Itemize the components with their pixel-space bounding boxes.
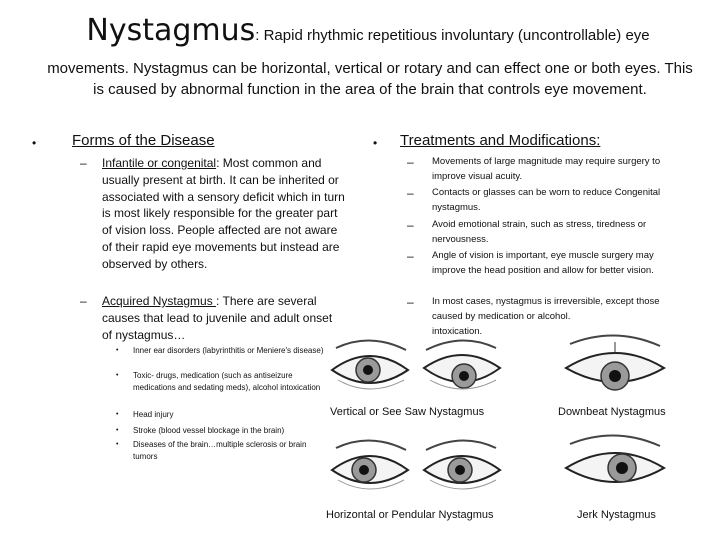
dash-treatment: – <box>407 249 414 263</box>
treatment-item: In most cases, nystagmus is irreversible, except those caused by medication or alcohol. <box>432 296 660 322</box>
title-word: Nystagmus <box>86 13 256 48</box>
infantile-item <box>102 155 350 273</box>
horizontal-left-eye-icon <box>328 436 412 502</box>
acquired-item <box>102 293 338 343</box>
treatments-heading: Treatments and Modifications: <box>400 132 601 149</box>
acquired-text: : There are several causes that lead to juvenile and adult onset of nystagmus… <box>102 294 333 342</box>
caption-downbeat: Downbeat Nystagmus <box>558 406 666 418</box>
dash-treatment: – <box>407 186 414 200</box>
bullet-treatments: • <box>373 136 378 150</box>
dash-treatment: – <box>407 295 414 309</box>
forms-heading: Forms of the Disease <box>72 132 215 149</box>
intro-paragraph: movements. Nystagmus can be horizontal, vertical or rotary and can effect one or both eyes. This is caused by abnormal function in the area of the brain that controls eye movement. <box>47 60 693 98</box>
cause-bullet: • <box>116 411 119 418</box>
treatment-item: Contacts or glasses can be worn to reduce Congenital nystagmus. <box>432 187 661 213</box>
treatment-item: Avoid emotional strain, such as stress, tiredness or nervousness. <box>432 219 647 245</box>
caption-vertical: Vertical or See Saw Nystagmus <box>330 406 485 418</box>
cause-bullet: • <box>116 372 119 379</box>
dash-treatment: – <box>407 155 414 169</box>
cause-item: Stroke (blood vessel blockage in the brain) <box>133 426 285 435</box>
vertical-left-eye-icon <box>328 336 412 402</box>
cause-bullet: • <box>116 347 119 354</box>
bullet-forms: • <box>32 136 37 150</box>
cause-item: Toxic- drugs, medication (such as antiseizure medications and sedating meds), alcohol intoxication <box>133 371 321 392</box>
caption-horizontal: Horizontal or Pendular Nystagmus <box>326 509 494 521</box>
dash-acquired: – <box>80 294 87 308</box>
downbeat-eye-icon <box>560 332 670 402</box>
infantile-text: : Most common and usually present at birth. It can be inherited or associated with a sensory deficit which in turn is most likely responsible for the greater part of vision loss. People affected are not aware of their rapid eye movements but instead are observed by others. <box>102 156 345 271</box>
title-definition: : Rapid rhythmic repetitious involuntary (uncontrollable) eye <box>255 27 650 44</box>
cause-item: Inner ear disorders (labyrinthitis or Meniere's disease) <box>133 346 324 355</box>
caption-jerk: Jerk Nystagmus <box>577 509 656 521</box>
acquired-term: Acquired Nystagmus <box>102 294 217 308</box>
cause-bullet: • <box>116 441 119 448</box>
dash-treatment: – <box>407 218 414 232</box>
horizontal-right-eye-icon <box>420 436 504 502</box>
infantile-term: Infantile or congenital <box>102 156 217 170</box>
cause-item: Head injury <box>133 410 174 419</box>
page-title <box>48 12 688 50</box>
cause-item: Diseases of the brain…multiple sclerosis or brain tumors <box>133 440 307 461</box>
cause-bullet: • <box>116 427 119 434</box>
treatment-item: Movements of large magnitude may require surgery to improve visual acuity. <box>432 156 661 182</box>
dash-infantile: – <box>80 156 87 170</box>
treatment-overflow-text: intoxication. <box>432 326 483 337</box>
treatment-item: Angle of vision is important, eye muscle surgery may improve the head position and allow for better vision. <box>432 250 654 276</box>
vertical-right-eye-icon <box>420 336 504 402</box>
jerk-eye-icon <box>560 432 670 502</box>
